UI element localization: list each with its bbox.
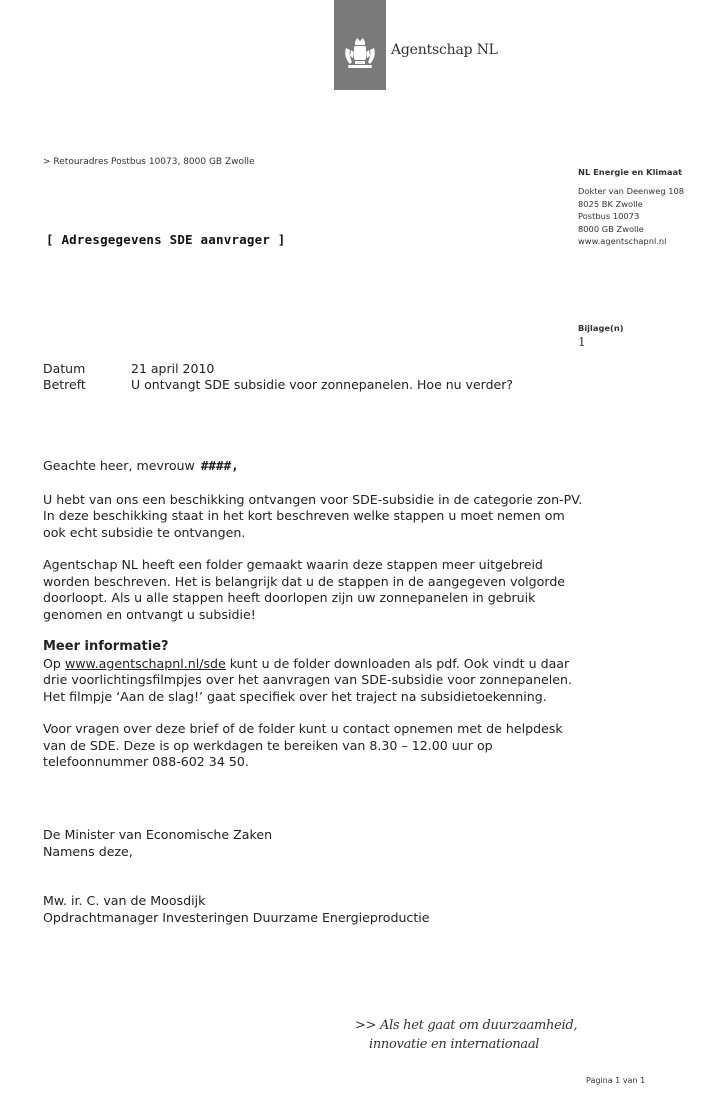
more-info-heading: Meer informatie? xyxy=(43,639,169,654)
date-label: Datum xyxy=(43,361,86,376)
website-link[interactable]: www.agentschapnl.nl/sde xyxy=(64,655,226,671)
logo-block xyxy=(334,0,386,90)
addressee-placeholder: [ Adresgegevens SDE aanvrager ] xyxy=(46,232,286,247)
page-number: Pagina 1 van 1 xyxy=(586,1076,646,1085)
salutation-text: Geachte heer, mevrouw xyxy=(43,458,195,473)
signatory-block xyxy=(43,893,430,926)
sender-address-line: Postbus 10073 xyxy=(578,211,640,222)
royal-crest-icon xyxy=(340,36,380,76)
enclosure-block xyxy=(578,323,624,349)
subject-label: Betreft xyxy=(43,377,86,392)
tagline xyxy=(355,1016,577,1054)
date-row xyxy=(43,361,214,376)
subject-value: U ontvangt SDE subsidie voor zonnepanelen. Hoe nu verder? xyxy=(131,377,513,392)
closing-block xyxy=(43,827,272,860)
sender-block xyxy=(578,166,727,247)
closing-line: De Minister van Economische Zaken xyxy=(43,827,273,842)
more-info-paragraph xyxy=(43,656,583,706)
sender-website: www.agentschapnl.nl xyxy=(578,236,667,247)
tagline-line: >> Als het gaat om duurzaamheid, xyxy=(355,1018,578,1033)
enclosure-label: Bijlage(n) xyxy=(578,323,624,333)
tagline-line: innovatie en internationaal xyxy=(369,1037,540,1052)
subject-row xyxy=(43,377,513,392)
signatory-name: Mw. ir. C. van de Moosdijk xyxy=(43,893,206,908)
closing-line: Namens deze, xyxy=(43,843,133,859)
date-value: 21 april 2010 xyxy=(131,361,215,376)
signatory-title: Opdrachtmanager Investeringen Duurzame Energieproductie xyxy=(43,909,430,925)
more-info-prefix: Op xyxy=(43,655,61,671)
paragraph: Agentschap NL heeft een folder gemaakt waarin deze stappen meer uitgebreid worden beschreven. Het is belangrijk dat u de stappen in de aangegeven volgorde doorloopt. Als u alle stappen heeft doorlopen zijn uw zonnepanelen in gebruik genomen en ontvangt u subsidie! xyxy=(43,557,566,622)
sender-address-line: Dokter van Deenweg 108 xyxy=(578,186,685,197)
more-info-text: kunt u de folder downloaden als pdf. Ook vindt u daar drie voorlichtingsfilmpjes over het aanvragen van SDE-subsidie voor zonnepanelen. Het filmpje ‘Aan de slag!’ gaat specifiek over het traject na subsidietoekenning. xyxy=(43,655,573,704)
enclosure-value: 1 xyxy=(578,335,586,349)
paragraph: Voor vragen over deze brief of de folder kunt u contact opnemen met de helpdesk van de SDE. Deze is op werkdagen te bereiken van 8.30 – 12.00 uur op telefoonnummer 088-602 34 50. xyxy=(43,721,563,769)
logo-org-name: Agentschap NL xyxy=(391,42,498,58)
paragraph: U hebt van ons een beschikking ontvangen voor SDE-subsidie in de categorie zon-PV. In deze beschikking staat in het kort beschreven welke stappen u moet nemen om ook echt subsidie te ontvangen. xyxy=(43,491,583,540)
salutation xyxy=(43,458,583,475)
sender-department: NL Energie en Klimaat xyxy=(578,167,683,177)
letter-body xyxy=(43,458,583,787)
salutation-placeholder: ####, xyxy=(200,458,239,473)
sender-address-line: 8000 GB Zwolle xyxy=(578,223,644,234)
return-address: > Retouradres Postbus 10073, 8000 GB Zwolle xyxy=(43,157,255,167)
sender-address-line: 8025 BK Zwolle xyxy=(578,198,643,209)
